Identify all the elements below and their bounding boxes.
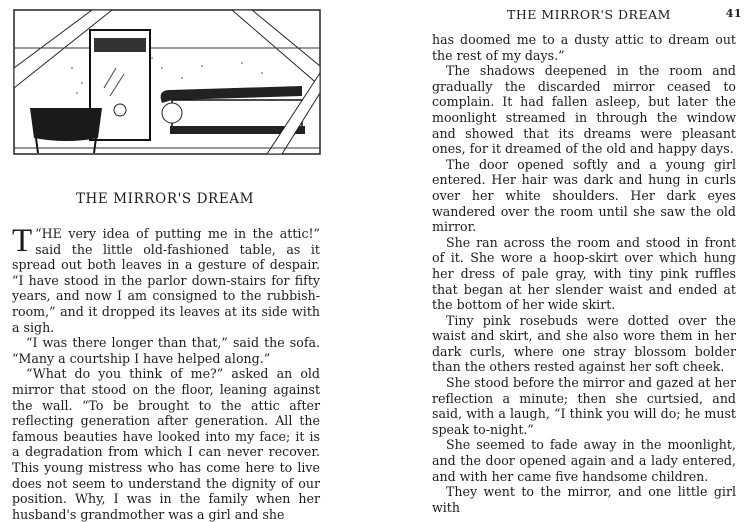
opening-quote: “ (35, 226, 42, 241)
paragraph: She ran across the room and stood in front of it. She wore a hoop-skirt over which hung her dress of pale gray, with tiny pink ruffles that began at her slender waist and ended at the bottom of her wide skirt. (432, 234, 736, 313)
attic-illustration (12, 8, 322, 156)
paragraph: Tiny pink rosebuds were dotted over the waist and skirt, and she also wore them in her dark curls, where one stray blossom bolder than the others rested against her soft cheek. (432, 312, 736, 375)
right-page-body (432, 32, 736, 515)
paragraph-text: HE very idea of putting me in the attic!” said the little old-fashioned table, as it spread out both leaves in a gesture of despair. “I have stood in the parlor down-stairs for fifty years, and now I am consigned to the rubbish-room,” and it dropped its leaves at its side with a sigh. (12, 226, 320, 335)
drop-cap: T (12, 223, 33, 259)
right-page (390, 0, 753, 515)
paragraph: “I was there longer than that,” said the sofa. “Many a courtship I have helped along.” (12, 335, 320, 366)
page-number: 41 (725, 7, 742, 20)
paragraph: The door opened softly and a young girl entered. Her hair was dark and hung in curls over her white shoulders. Her dark eyes wandered over the room until she saw the old mirror. (432, 156, 736, 235)
running-head-title: THE MIRROR'S DREAM (507, 7, 671, 22)
paragraph: “What do you think of me?” asked an old mirror that stood on the floor, leaning against the wall. “To be brought to the attic after reflecting generation after generation. All the famous beauties have looked into my face; it is a degradation from which I can never recover. This young mistress who has come here to live does not seem to understand the dignity of our position. Why, I was in the family when her husband's grandmother was a girl and she (12, 366, 320, 522)
chapter-title: THE MIRROR'S DREAM (75, 191, 255, 207)
left-page-body (12, 223, 320, 522)
paragraph (12, 223, 320, 335)
paragraph: She stood before the mirror and gazed at her reflection a minute; then she curtsied, and said, with a laugh, “I think you will do; he must speak to-night.” (432, 375, 736, 437)
paragraph: has doomed me to a dusty attic to dream out the rest of my days.” (432, 32, 736, 63)
left-page (0, 0, 376, 522)
paragraph: The shadows deepened in the room and gradually the discarded mirror ceased to complain. It had fallen asleep, but later the moonlight streamed in through the window and showed that its dreams were pleasant ones, for it dreamed of the old and happy days. (432, 63, 736, 157)
paragraph: They went to the mirror, and one little girl with (432, 484, 736, 515)
paragraph: She seemed to fade away in the moonlight, and the door opened again and a lady entered, and with her came five handsome children. (432, 437, 736, 484)
